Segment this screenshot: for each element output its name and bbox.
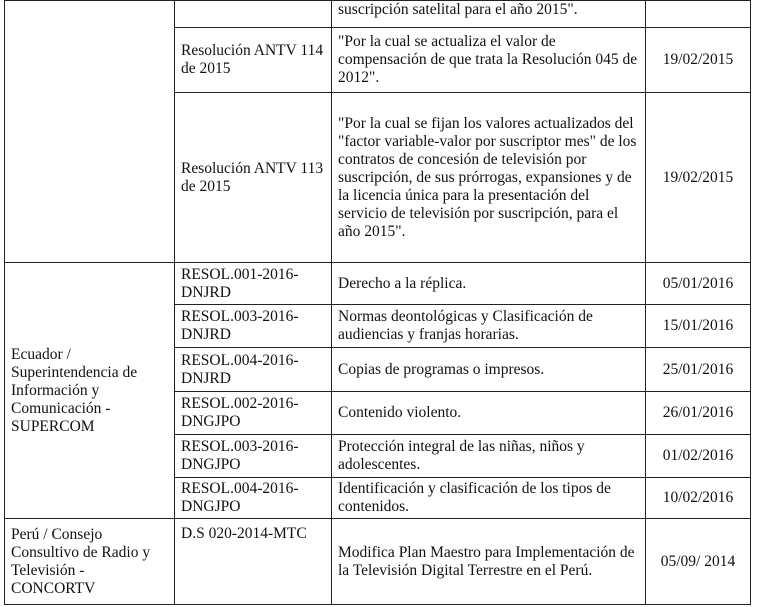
description-cell: suscripción satelital para el año 2015". [332,1,646,28]
description-cell: Protección integral de las niñas, niños y adolescentes. [332,435,646,478]
resolution-cell: Resolución ANTV 113 de 2015 [175,93,332,263]
date-cell: 15/01/2016 [646,305,751,348]
resolution-cell: RESOL.001-2016-DNJRD [175,263,332,305]
date-cell: 19/02/2015 [646,93,751,263]
entity-cell [5,1,175,263]
date-cell: 05/09/ 2014 [646,519,751,605]
description-cell: "Por la cual se fijan los valores actualizados del "factor variable-valor por suscriptor mes" de los contratos de concesión de televisión por suscripción, de sus prórrogas, expansiones y de la licencia única para la presentación del servicio de televisión por suscripción, para el año 2015". [332,93,646,263]
date-cell: 05/01/2016 [646,263,751,305]
entity-cell: Perú / Consejo Consultivo de Radio y Televisión - CONCORTV [5,519,175,605]
description-cell: Derecho a la réplica. [332,263,646,305]
description-cell: Normas deontológicas y Clasificación de audiencias y franjas horarias. [332,305,646,348]
date-cell [646,1,751,28]
date-cell: 19/02/2015 [646,28,751,93]
table-row [5,519,751,605]
resolution-cell: RESOL.003-2016-DNGJPO [175,435,332,478]
description-cell: Contenido violento. [332,392,646,435]
regulations-table [4,0,751,605]
resolution-cell: RESOL.002-2016-DNGJPO [175,392,332,435]
entity-cell: Ecuador / Superintendencia de Información y Comunicación - SUPERCOM [5,263,175,519]
resolution-cell: RESOL.004-2016-DNJRD [175,348,332,392]
description-cell: Identificación y clasificación de los tipos de contenidos. [332,478,646,519]
date-cell: 01/02/2016 [646,435,751,478]
table-row [5,263,751,305]
description-cell: Copias de programas o impresos. [332,348,646,392]
date-cell: 25/01/2016 [646,348,751,392]
date-cell: 10/02/2016 [646,478,751,519]
table-row [5,1,751,28]
resolution-cell: RESOL.003-2016-DNJRD [175,305,332,348]
resolution-cell [175,1,332,28]
description-cell: "Por la cual se actualiza el valor de compensación de que trata la Resolución 045 de 2012". [332,28,646,93]
description-cell: Modifica Plan Maestro para Implementación de la Televisión Digital Terrestre en el Perú. [332,519,646,605]
resolution-cell: Resolución ANTV 114 de 2015 [175,28,332,93]
resolution-cell: RESOL.004-2016-DNGJPO [175,478,332,519]
resolution-cell: D.S 020-2014-MTC [175,519,332,605]
date-cell: 26/01/2016 [646,392,751,435]
